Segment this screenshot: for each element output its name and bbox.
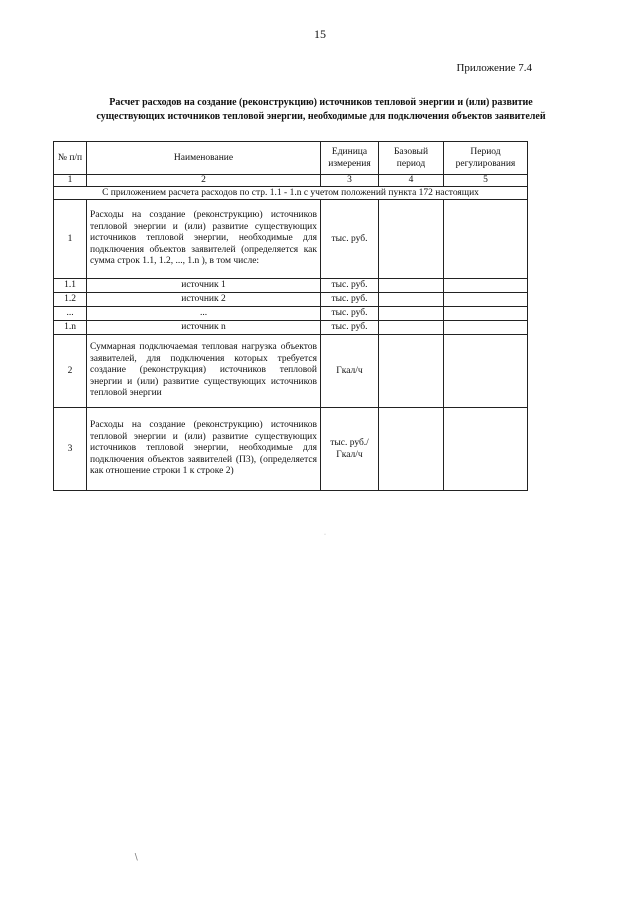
document-title (56, 96, 586, 124)
row-number: 1.2 (54, 293, 87, 307)
document-title-line-2: существующих источников тепловой энергии, необходимые для подключения объектов заявителей (96, 111, 546, 122)
table-note: С приложением расчета расходов по стр. 1.1 - 1.n с учетом положений пункта 172 настоящих (54, 187, 528, 200)
header-num: № п/п (54, 142, 87, 175)
row-base-value (379, 335, 444, 408)
header-unit: Единица измерения (321, 142, 379, 175)
row-base-value (379, 307, 444, 321)
header-regulation-period: Период регулирования (444, 142, 528, 175)
row-unit: тыс. руб. (321, 279, 379, 293)
column-number: 4 (379, 175, 444, 187)
row-unit: тыс. руб. (321, 200, 379, 279)
row-regulation-value (444, 408, 528, 491)
row-regulation-value (444, 307, 528, 321)
table-row (54, 321, 528, 335)
table-row (54, 335, 528, 408)
row-unit: тыс. руб. (321, 321, 379, 335)
column-number: 5 (444, 175, 528, 187)
row-number: 2 (54, 335, 87, 408)
table-row (54, 408, 528, 491)
row-unit: тыс. руб./ Гкал/ч (321, 408, 379, 491)
table-row (54, 279, 528, 293)
column-number: 1 (54, 175, 87, 187)
row-regulation-value (444, 200, 528, 279)
calculation-table (53, 141, 528, 491)
row-base-value (379, 321, 444, 335)
row-regulation-value (444, 279, 528, 293)
row-name: источник 2 (87, 293, 321, 307)
table-row (54, 200, 528, 279)
table-row (54, 293, 528, 307)
row-unit: тыс. руб. (321, 293, 379, 307)
table-row (54, 307, 528, 321)
row-number: 1 (54, 200, 87, 279)
row-regulation-value (444, 335, 528, 408)
row-name: ... (87, 307, 321, 321)
row-unit: Гкал/ч (321, 335, 379, 408)
header-base-period: Базовый период (379, 142, 444, 175)
scan-speck: ∖ (133, 852, 139, 862)
note-row (54, 187, 528, 200)
row-name: источник n (87, 321, 321, 335)
row-regulation-value (444, 293, 528, 307)
row-number: 1.1 (54, 279, 87, 293)
header-name: Наименование (87, 142, 321, 175)
row-number: ... (54, 307, 87, 321)
row-regulation-value (444, 321, 528, 335)
table-header-row (54, 142, 528, 175)
column-number: 3 (321, 175, 379, 187)
column-number: 2 (87, 175, 321, 187)
appendix-label: Приложение 7.4 (456, 62, 532, 74)
row-name: Расходы на создание (реконструкцию) источников тепловой энергии и (или) развитие существующих источников тепловой энергии, необходимые для подключения объектов заявителей (определяется как сумма строк 1.1, 1.2, ..., 1.n ), в том числе: (87, 200, 321, 279)
page-number: 15 (314, 27, 326, 41)
column-number-row (54, 175, 528, 187)
row-base-value (379, 408, 444, 491)
row-base-value (379, 293, 444, 307)
row-name: Суммарная подключаемая тепловая нагрузка объектов заявителей, для подключения которых требуется создание (реконструкция) источников тепловой энергии и (или) развитие существующих источников тепловой энергии (87, 335, 321, 408)
document-title-line-1: Расчет расходов на создание (реконструкцию) источников тепловой энергии и (или) развитие (109, 97, 533, 108)
row-name: Расходы на создание (реконструкцию) источников тепловой энергии и (или) развитие существующих источников тепловой энергии, необходимые для подключения объектов заявителей (П3), (определяется как отношение строки 1 к строке 2) (87, 408, 321, 491)
row-unit: тыс. руб. (321, 307, 379, 321)
row-base-value (379, 279, 444, 293)
row-number: 3 (54, 408, 87, 491)
row-name: источник 1 (87, 279, 321, 293)
scan-speck: · (324, 532, 326, 538)
row-number: 1.n (54, 321, 87, 335)
row-base-value (379, 200, 444, 279)
